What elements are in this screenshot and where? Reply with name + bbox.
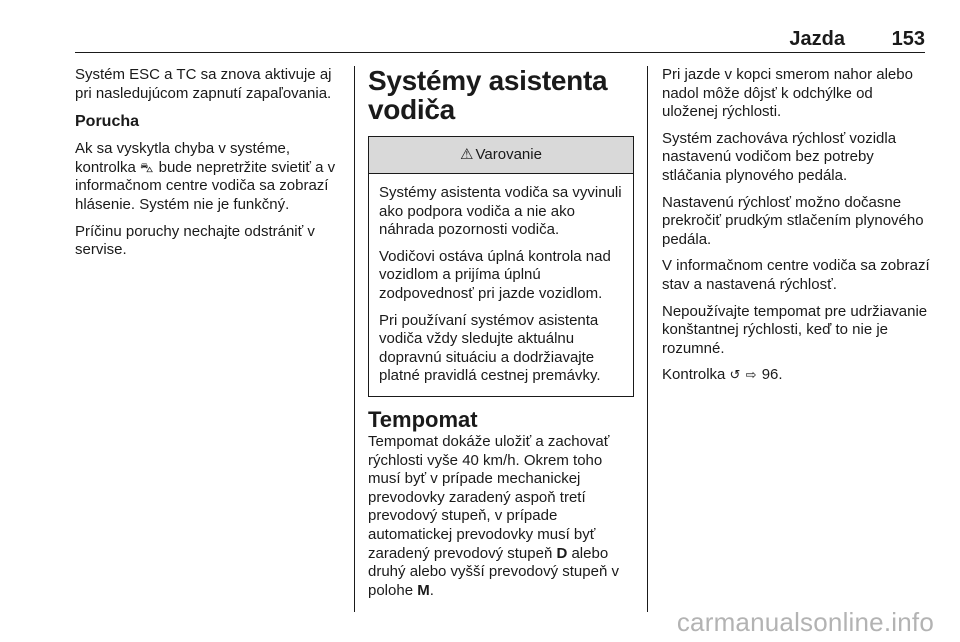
page-number: 153 <box>891 28 925 50</box>
cruise-control-light-icon: ↺ <box>729 367 741 383</box>
fault-text: Ak sa vyskytla chyba v systéme, kontrolka ⛍ bude nepretržite svietiť a v informačnom centre vodiča sa zobrazí hlásenie. Systém nie je funkčný. <box>75 140 336 213</box>
indicator-reference-text: Kontrolka ↺ ⇨ 96. <box>662 366 783 384</box>
warning-text-1: Systémy asistenta vodiča sa vyvinuli ako podpora vodiča a nie ako náhrada pozornosti vodiča. <box>379 184 622 239</box>
driver-assistance-title: Systémy asistenta vodiča <box>368 65 608 125</box>
warning-text-2: Vodičovi ostáva úplná kontrola nad vozidlom a prijíma úplnú zodpovednosť pri jazde vozidlom. <box>379 247 611 302</box>
column-divider-right <box>647 66 648 612</box>
gear-d: D <box>556 544 568 562</box>
not-recommended-text: Nepoužívajte tempomat pre udržiavanie konštantnej rýchlosti, keď to nie je rozumné. <box>662 302 928 357</box>
info-center-text: V informačnom centre vodiča sa zobrazí stav a nastavená rýchlosť. <box>662 257 930 293</box>
esc-tc-reactivation-text: Systém ESC a TC sa znova aktivuje aj pri nasledujúcom zapnutí zapaľovania. <box>75 66 332 102</box>
page-reference-icon: ⇨ <box>745 367 757 383</box>
warning-body <box>369 174 633 396</box>
warning-triangle-icon: ⚠ <box>460 145 474 163</box>
column-divider-left <box>354 66 355 612</box>
cruise-control-heading: Tempomat <box>368 406 478 432</box>
speed-maintain-text: Systém zachováva rýchlosť vozidla nastavenú vodičom bez potreby stláčania plynového pedála. <box>662 129 897 184</box>
column-left <box>75 66 345 268</box>
column-middle <box>368 66 634 608</box>
fault-heading: Porucha <box>75 113 140 131</box>
warning-header <box>369 137 633 174</box>
esc-warning-light-icon: ⛍ <box>140 159 154 175</box>
exceed-speed-text: Nastavenú rýchlosť možno dočasne prekročiť prudkým stlačením plynového pedála. <box>662 193 924 248</box>
warning-text-3: Pri používaní systémov asistenta vodiča vždy sledujte aktuálnu dopravnú situáciu a dodržiavajte platné pravidlá cestnej premávky. <box>379 311 601 385</box>
hill-deviation-text: Pri jazde v kopci smerom nahor alebo nadol môže dôjsť k odchýlke od uloženej rýchlosti. <box>662 66 913 121</box>
column-right <box>662 66 930 393</box>
warning-box <box>368 136 634 397</box>
gear-m: M <box>417 581 430 599</box>
warning-label: Varovanie <box>475 145 542 163</box>
page-header <box>75 28 925 53</box>
fault-service-text: Príčinu poruchy nechajte odstrániť v servise. <box>75 222 315 259</box>
cruise-control-text: Tempomat dokáže uložiť a zachovať rýchlosti vyše 40 km/h. Okrem toho musí byť v prípade mechanickej prevodovky zaradený aspoň tretí prevodový stupeň, v prípade automatickej prevodovky musí byť zaradený prevodový stupeň D alebo druhý alebo vyšší prevodový stupeň v polohe M. <box>368 432 619 599</box>
section-title: Jazda <box>789 28 845 50</box>
watermark: carmanualsonline.info <box>676 607 934 637</box>
